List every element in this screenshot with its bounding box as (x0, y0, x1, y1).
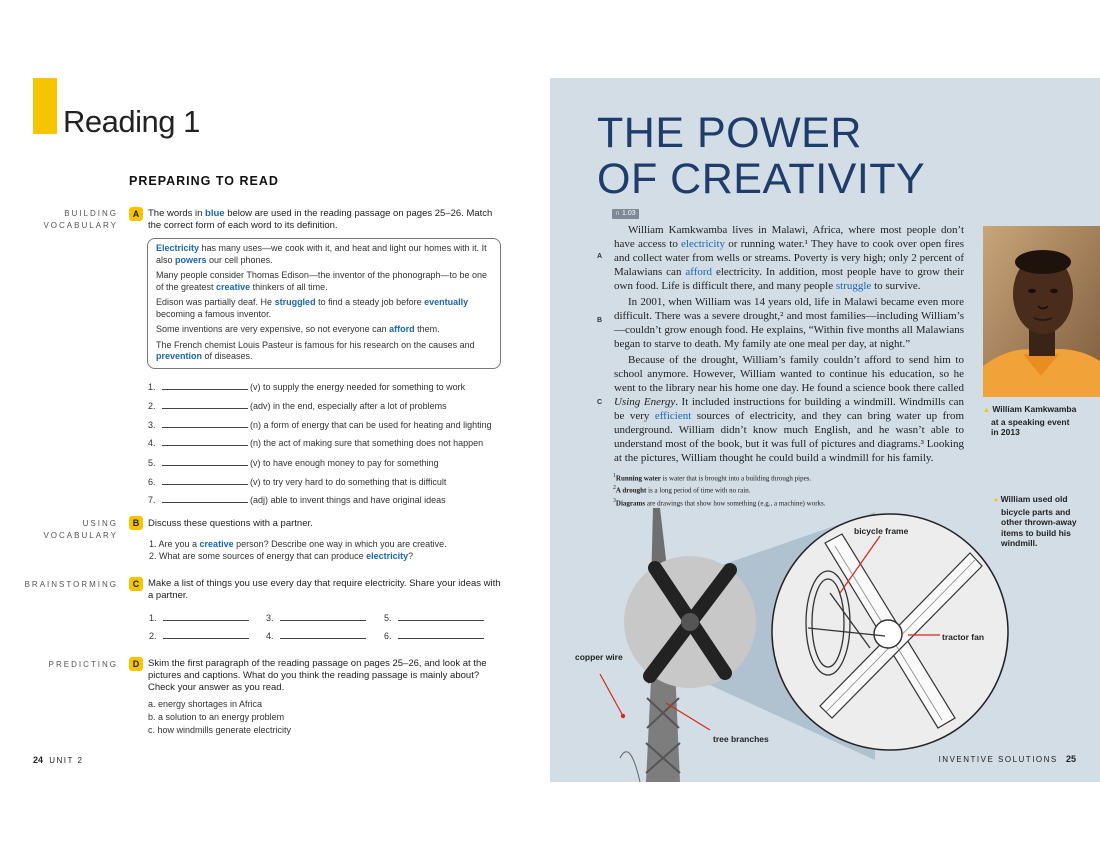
exercise-badge-c: C (129, 577, 143, 591)
paragraph-b: In 2001, when William was 14 years old, life in Malawi became even more difficult. There was a severe drought,² and most families—including William’s—couldn’t grow enough food. He explains, “Within five months all Malawians began to starve to death. My family ate one meal per day, at night.” (614, 296, 964, 350)
footnote: $^1$Running water is water that is brought into a building through pipes. (613, 473, 812, 483)
caption-bullet-icon: ● (994, 497, 999, 504)
title-line: OF CREATIVITY (597, 155, 926, 203)
list-blank[interactable]: 3. (266, 612, 366, 623)
definition-row (148, 457, 439, 469)
definition-text: (v) to have enough money to pay for something (250, 458, 439, 468)
page-footer-right (939, 754, 1076, 764)
instruction-b: Discuss these questions with a partner. (148, 518, 313, 529)
windmill-illustration (550, 498, 1100, 782)
paragraph-letter: A (597, 253, 603, 260)
label-building-vocabulary (0, 208, 118, 232)
label-line: PREDICTING (48, 660, 118, 669)
caption-line: other thrown-away (1001, 517, 1077, 527)
vocab-sentence: The French chemist Louis Pasteur is famous for his research on the causes and prevention of diseases. (156, 339, 475, 361)
answer-blank[interactable] (162, 400, 248, 409)
answer-choice-b[interactable]: b. a solution to an energy problem (148, 712, 285, 722)
label-line: USING (82, 519, 118, 528)
caption-line: in 2013 (991, 427, 1020, 437)
footnote: $^3$Diagrams are drawings that show how something (e.g., a machine) works. (613, 497, 826, 507)
vocab-sentence: Many people consider Thomas Edison—the inventor of the phonograph—to be one of the greatest creative thinkers of all time. (156, 270, 488, 292)
discussion-question: 1. Are you a creative person? Describe one way in which you are creative. (149, 539, 447, 549)
answer-choice-c[interactable]: c. how windmills generate electricity (148, 725, 292, 735)
caption-line: ▲ William Kamkwamba (983, 404, 1077, 414)
label-using-vocabulary (0, 518, 118, 542)
caption-line: bicycle parts and (1001, 506, 1071, 517)
caption-line: ● William used old (994, 494, 1068, 504)
list-blank[interactable]: 1. (149, 612, 249, 623)
page-number: 25 (1065, 754, 1076, 764)
portrait-illustration (983, 226, 1100, 397)
paragraph-letter: C (597, 399, 603, 406)
answer-blank[interactable] (162, 457, 248, 466)
list-blank[interactable]: 2. (149, 630, 249, 641)
page-footer-left (33, 755, 83, 765)
instruction-a: The words in blue below are used in the reading passage on pages 25–26. Match the correct form of each word to its definition. (148, 208, 493, 231)
definition-row (148, 400, 447, 412)
label-copper-wire: copper wire (575, 652, 623, 662)
definition-text: (adj) able to invent things and have original ideas (250, 495, 446, 505)
unit-label: UNIT 2 (49, 756, 84, 765)
exercise-badge-b: B (129, 516, 143, 530)
definition-row (148, 419, 492, 431)
definition-text: (n) a form of energy that can be used for heating and lighting (250, 420, 492, 430)
label-tractor-fan: tractor fan (942, 632, 985, 642)
footnote: $^2$A drought is a long period of time with no rain. (613, 485, 751, 495)
label-line: BRAINSTORMING (24, 580, 118, 589)
definition-number: 5. (148, 458, 156, 468)
label-brainstorming (0, 579, 118, 591)
definition-text: (v) to try very hard to do something that is difficult (250, 477, 447, 487)
definition-number: 6. (148, 477, 156, 487)
definition-number: 2. (148, 401, 156, 411)
list-blank[interactable]: 6. (384, 630, 484, 641)
callout-dot (621, 714, 625, 718)
instruction-d: Skim the first paragraph of the reading passage on pages 25–26, and look at the pictures and captions. What do you think the reading passage is mainly about? Check your answer as you read. (148, 658, 487, 693)
list-blank[interactable]: 5. (384, 612, 484, 623)
portrait-photo (983, 226, 1100, 397)
answer-blank[interactable] (162, 494, 248, 503)
definition-number: 3. (148, 420, 156, 430)
small-hub (681, 613, 699, 631)
paragraph-a: William Kamkwamba lives in Malawi, Africa, where most people don’t have access to electricity or running water.¹ They have to cook over open fires and collect water from wells or streams. Poverty is very high; only 2 percent of Malawians can afford electricity. In addition, most people have to grow their own food. Life is difficult there, and many people struggle to survive. (614, 224, 965, 292)
caption-line: items to build his (1001, 527, 1071, 538)
audio-track-badge[interactable]: ∩ 1.03 (612, 209, 639, 219)
definition-text: (v) to supply the energy needed for something to work (250, 382, 466, 392)
paragraph-c: Because of the drought, William’s family couldn’t afford to send him to school anymore. However, William wanted to continue his education, so he went to the library near his home one day. He found a science book there called Using Energy. It included instructions for building a windmill. Windmills can be very efficient sources of electricity, and they can bring water up from underground. William didn’t know much English, and he wasn’t able to understand most of the book, but it was full of pictures and diagrams.³ Looking at the pictures, William thought he could build a windmill for his family. (614, 354, 964, 464)
answer-blank[interactable] (162, 419, 248, 428)
vocab-sentence: Some inventions are very expensive, so not everyone can afford them. (156, 324, 440, 334)
answer-choice-a[interactable]: a. energy shortages in Africa (148, 699, 263, 709)
running-title: INVENTIVE SOLUTIONS (938, 755, 1058, 764)
list-blank[interactable]: 4. (266, 630, 366, 641)
section-accent-bar (33, 78, 57, 134)
page-number: 24 (33, 755, 44, 765)
answer-blank[interactable] (162, 381, 248, 390)
vocab-sentence: Electricity has many uses—we cook with it, and heat and light our homes with it. It also powers our cell phones. (156, 243, 487, 265)
definition-row (148, 494, 446, 506)
discussion-question: 2. What are some sources of energy that can produce electricity? (149, 551, 414, 561)
definition-row (148, 476, 446, 488)
definition-text: (adv) in the end, especially after a lot of problems (250, 401, 447, 411)
label-line: VOCABULARY (43, 531, 118, 540)
photo-caption (983, 404, 1076, 438)
definition-number: 1. (148, 382, 156, 392)
article-title (597, 110, 925, 202)
right-page (550, 78, 1100, 782)
vocabulary-box (147, 238, 501, 369)
definition-text: (n) the act of making sure that something does not happen (250, 438, 484, 448)
instruction-c: Make a list of things you use every day that require electricity. Share your ideas with a partner. (148, 578, 501, 601)
discussion-questions (149, 538, 447, 562)
label-tree-branches: tree branches (713, 734, 769, 744)
exercise-badge-a: A (129, 207, 143, 221)
exercise-badge-d: D (129, 657, 143, 671)
answer-blank[interactable] (162, 476, 248, 485)
caption-line: windmill. (1001, 538, 1038, 548)
caption-line: at a speaking event (991, 416, 1070, 427)
label-bicycle-frame: bicycle frame (854, 526, 909, 536)
label-line: BUILDING (64, 209, 118, 218)
label-predicting (0, 659, 118, 671)
definition-row (148, 381, 465, 393)
definition-row (148, 437, 483, 449)
large-hub (874, 620, 902, 648)
caption-triangle-icon: ▲ (983, 407, 990, 414)
label-line: VOCABULARY (43, 221, 118, 230)
answer-blank[interactable] (162, 437, 248, 446)
title-line: THE POWER (597, 109, 862, 157)
definition-number: 7. (148, 495, 156, 505)
reading-title: Reading 1 (63, 104, 200, 139)
paragraph-letter: B (597, 317, 603, 324)
section-title: PREPARING TO READ (129, 174, 279, 188)
definition-number: 4. (148, 438, 156, 448)
vocab-sentence: Edison was partially deaf. He struggled to find a steady job before eventually becoming a famous inventor. (156, 297, 469, 319)
answer-choices (148, 698, 291, 737)
